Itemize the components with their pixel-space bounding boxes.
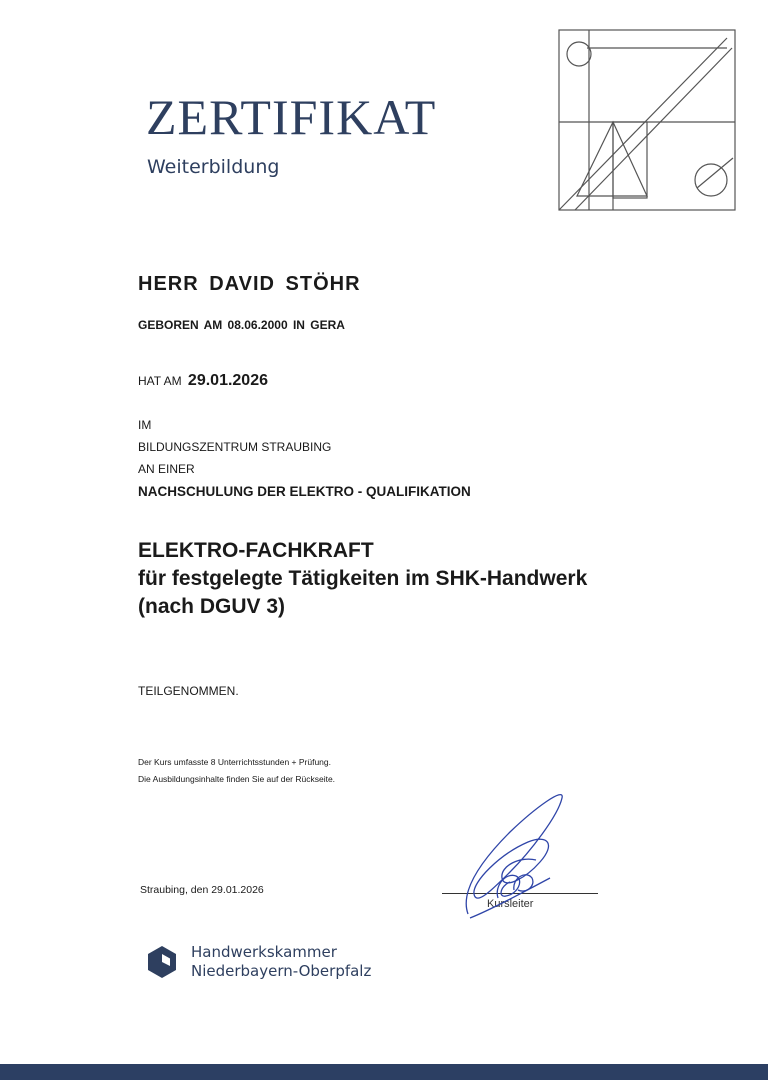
recipient-name: HERR DAVID STÖHR bbox=[138, 273, 361, 295]
participation-date: 29.01.2026 bbox=[187, 372, 268, 389]
institution-name: BILDUNGSZENTRUM STRAUBING bbox=[138, 440, 332, 454]
hwk-hexagon-logo-icon bbox=[145, 945, 179, 979]
handwritten-signature bbox=[440, 782, 580, 922]
organization-name bbox=[191, 943, 371, 981]
course-line-3: (nach DGUV 3) bbox=[138, 595, 286, 618]
abstract-geometric-logo-icon bbox=[557, 28, 737, 212]
im-line: IM bbox=[138, 418, 152, 432]
org-line-1: Handwerkskammer bbox=[191, 943, 337, 961]
org-line-2: Niederbayern-Oberpfalz bbox=[191, 962, 372, 980]
date-prefix: HAT AM bbox=[138, 374, 182, 388]
course-note-1: Der Kurs umfasste 8 Unterrichtsstunden + Prüfung. bbox=[138, 757, 331, 767]
result-text: TEILGENOMMEN. bbox=[138, 684, 239, 698]
an-einer-line: AN EINER bbox=[138, 462, 195, 476]
certificate-title: ZERTIFIKAT bbox=[146, 89, 437, 145]
event-title: NACHSCHULUNG DER ELEKTRO - QUALIFIKATION bbox=[138, 484, 471, 499]
certificate-subtitle: Weiterbildung bbox=[147, 156, 280, 178]
course-title bbox=[138, 537, 587, 621]
signature-label: Kursleiter bbox=[487, 898, 534, 910]
birth-info: GEBOREN AM 08.06.2000 IN GERA bbox=[138, 318, 345, 332]
course-line-2: für festgelegte Tätigkeiten im SHK-Handwerk bbox=[138, 567, 588, 590]
participation-date-line bbox=[138, 372, 268, 390]
place-date: Straubing, den 29.01.2026 bbox=[140, 884, 264, 896]
course-note-2: Die Ausbildungsinhalte finden Sie auf der Rückseite. bbox=[138, 774, 336, 784]
course-line-1: ELEKTRO-FACHKRAFT bbox=[138, 539, 374, 562]
bottom-bar bbox=[0, 1064, 768, 1080]
